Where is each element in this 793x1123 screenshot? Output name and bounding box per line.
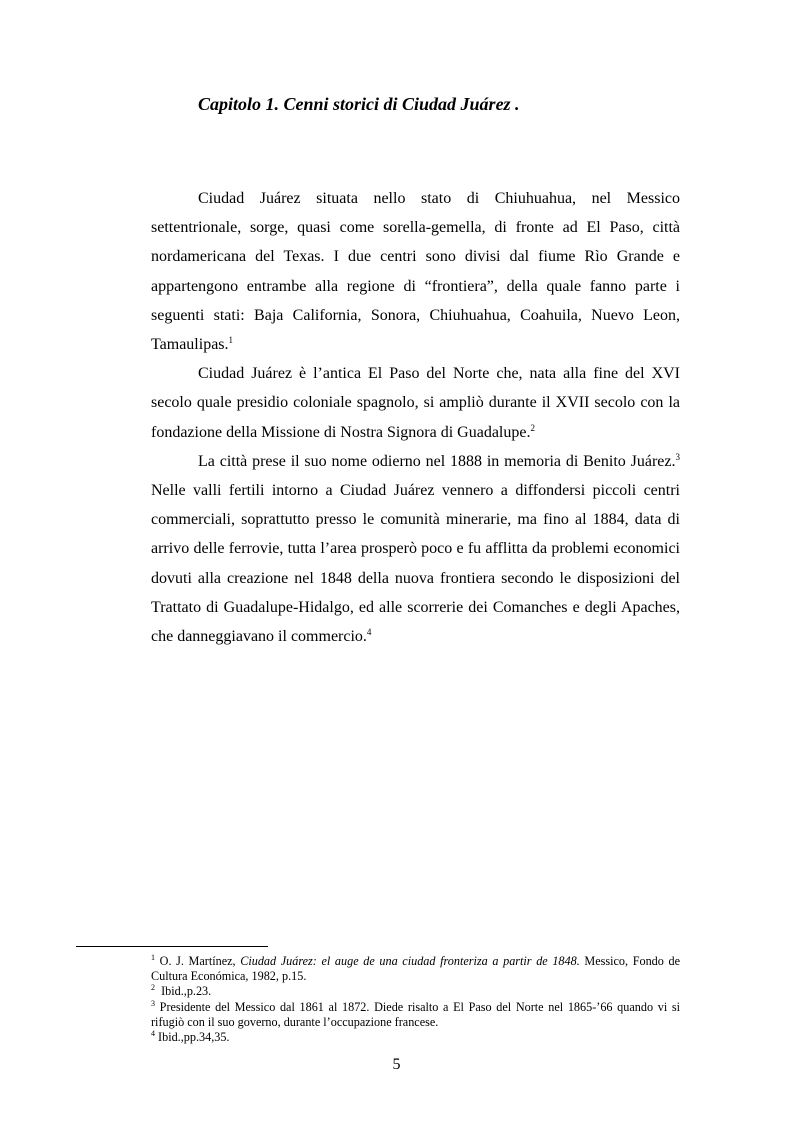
paragraph-text: Nelle valli fertili intorno a Ciudad Juárez vennero a diffondersi piccoli centri commerciali, soprattutto presso le comunità minerarie, ma fino al 1884, data di arrivo delle ferrovie, tutta l’area prosperò poco e fu afflitta da problemi economici dovuti alla creazione nel 1848 della nuova frontiera secondo le disposizioni del Trattato di Guadalupe-Hidalgo, ed alle scorrerie dei Comanches e degli Apaches, che danneggiavano il commercio. [151,482,680,646]
footnote [151,1030,680,1045]
footnote-mark: 2 [151,983,155,993]
paragraph [151,359,680,447]
footnote-mark: 1 [151,953,155,962]
footnote-reference: 3 [675,451,680,462]
footnote-reference: 2 [530,422,535,433]
footnote-text: Messico, Fondo de Cultura Económica, 1982, p.15. [151,954,680,984]
footnote-reference: 1 [228,335,234,346]
paragraph [151,447,680,651]
footnote-separator [76,946,268,947]
body-text [151,184,680,651]
page-number: 5 [392,1056,401,1073]
footnote-text: O. J. Martínez, [155,954,241,968]
chapter-title: Capitolo 1. Cenni storici di Ciudad Juárez . [198,94,520,114]
paragraph-text: La città prese il suo nome odierno nel 1888 in memoria di Benito Juárez. [198,452,676,470]
footnote-text: Ibid.,pp.34,35. [155,1030,230,1045]
footnote-reference: 4 [366,627,372,638]
footnote-text: Presidente del Messico dal 1861 al 1872. Diede risalto a El Paso del Norte nel 1865-’66 quando vi si rifugiò con il suo governo, durante l’occupazione francese. [151,999,680,1029]
footnote-text: Ibid.,p.23. [155,984,212,999]
footnote-italic-title: Ciudad Juárez: el auge de una ciudad fronteriza a partir de 1848. [240,954,580,968]
paragraph-text: Ciudad Juárez situata nello stato di Chiuhuahua, nel Messico settentrionale, sorge, quasi come sorella-gemella, di fronte ad El Paso, città nordamericana del Texas. I due centri sono divisi dal fiume Rìo Grande e appartengono entrambe alla regione di “frontiera”, della quale fanno parte i seguenti stati: Baja California, Sonora, Chiuhuahua, Coahuila, Nuevo Leon, Tamaulipas. [151,190,680,354]
footnote [151,1000,680,1030]
footnote-mark: 3 [151,998,155,1008]
paragraph-text: Ciudad Juárez è l’antica El Paso del Norte che, nata alla fine del XVI secolo quale presidio coloniale spagnolo, si ampliò durante il XVII secolo con la fondazione della Missione di Nostra Signora di Guadalupe. [151,365,680,441]
footnotes [151,954,680,1045]
footnote-mark: 4 [151,1029,155,1039]
footnote [151,954,680,984]
footnote [151,984,680,999]
paragraph [151,184,680,359]
